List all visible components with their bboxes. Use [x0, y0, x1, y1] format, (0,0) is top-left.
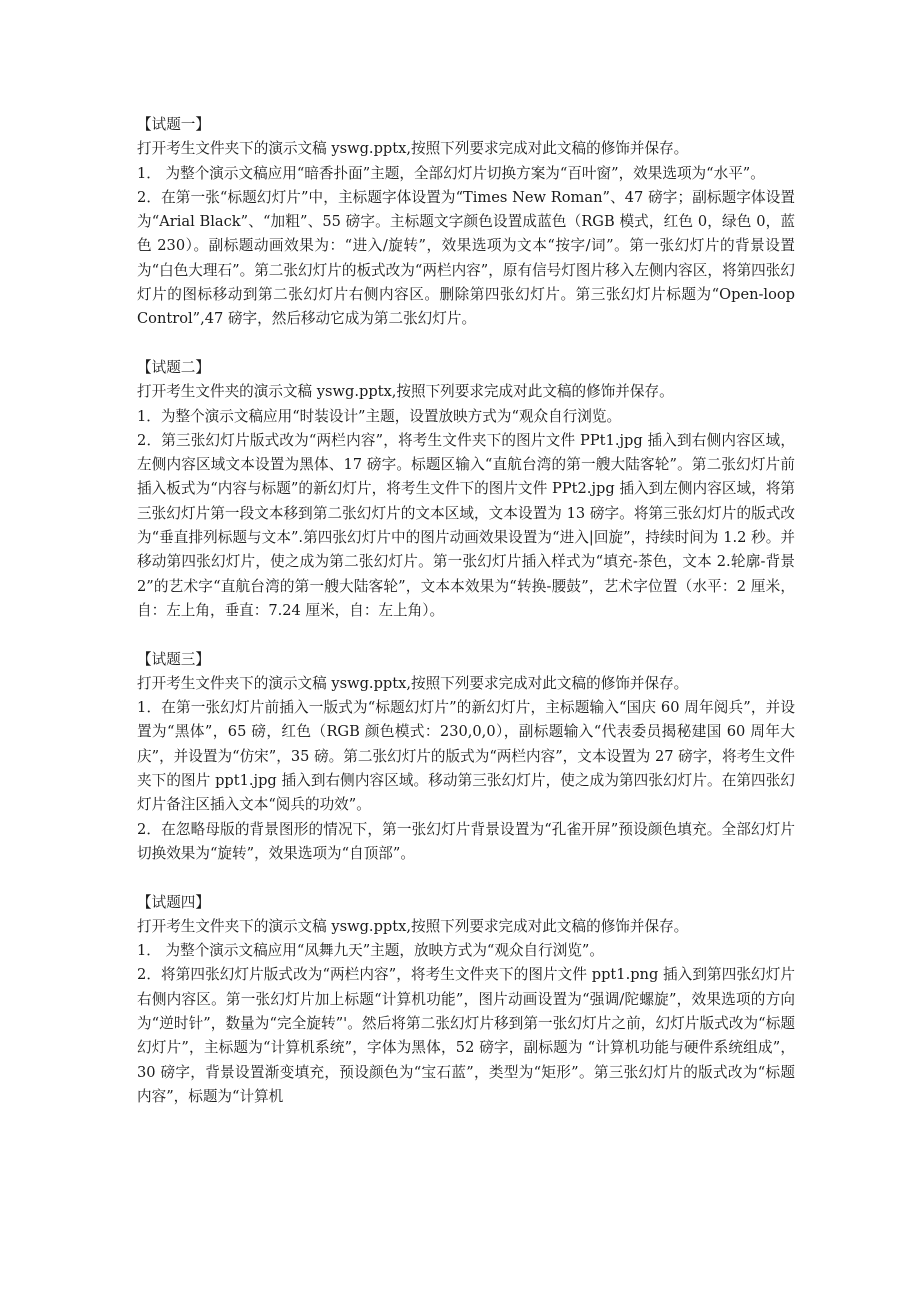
section-heading: 【试题二】 — [137, 358, 210, 376]
document-body — [137, 113, 795, 1133]
paragraph: 2．第三张幻灯片版式改为“两栏内容”，将考生文件夹下的图片文件 PPt1.jpg 插入到右侧内容区域，左侧内容区域文本设置为黑体、17 磅字。标题区输入“直航台湾的第一艘大陆客轮”。第二张幻灯片前插入板式为“内容与标题”的新幻灯片，将考生文件下的图片文件 PPt2.jpg 插入到左侧内容区域，将第三张幻灯片第一段文本移到第二张幻灯片的文本区域，文本设置为 13 磅字。将第三张幻灯片的版式改为“垂直排列标题与文本”.第四张幻灯片中的图片动画效果设置为“进入|回旋”，持续时间为 1.2 秒。并移动第四张幻灯片，使之成为第二张幻灯片。第一张幻灯片插入样式为“填充-茶色，文本 2.轮廓-背景 2”的艺术字“直航台湾的第一艘大陆客轮”，文本本效果为“转换-腰鼓”，艺术字位置（水平：2 厘米，自：左上角，垂直：7.24 厘米，自：左上角）。 — [137, 431, 795, 619]
paragraph: 2．在第一张“标题幻灯片”中，主标题字体设置为“Times New Roman”、47 磅字；副标题字体设置为“Arial Black”、“加粗”、55 磅字。主标题文字颜色设置成蓝色（RGB 模式，红色 0，绿色 0，蓝色 230）。副标题动画效果为：“进入/旋转”，效果选项为文本“按字/词”。第一张幻灯片的背景设置为“白色大理石”。第二张幻灯片的板式改为“两栏内容”，原有信号灯图片移入左侧内容区，将第四张幻灯片的图标移动到第二张幻灯片右侧内容区。删除第四张幻灯片。第三张幻灯片标题为“Open-loop Control”,47 磅字，然后移动它成为第二张幻灯片。 — [137, 188, 795, 328]
question-section-4 — [137, 891, 795, 1110]
question-section-3 — [137, 648, 795, 867]
paragraph: 1．为整个演示文稿应用“时装设计”主题，设置放映方式为“观众自行浏览。 — [137, 407, 622, 425]
section-heading: 【试题一】 — [137, 116, 210, 133]
paragraph: 打开考生文件夹的演示文稿 yswg.pptx,按照下列要求完成对此文稿的修饰并保存。 — [137, 383, 674, 401]
paragraph: 打开考生文件夹下的演示文稿 yswg.pptx,按照下列要求完成对此文稿的修饰并保存。 — [137, 140, 689, 158]
section-heading: 【试题三】 — [137, 650, 210, 668]
paragraph: 打开考生文件夹下的演示文稿 yswg.pptx,按照下列要求完成对此文稿的修饰并保存。 — [137, 917, 689, 935]
section-heading: 【试题四】 — [137, 893, 210, 911]
paragraph: 1． 为整个演示文稿应用“凤舞九天”主题，放映方式为“观众自行浏览”。 — [137, 942, 604, 960]
paragraph: 2．在忽略母版的背景图形的情况下，第一张幻灯片背景设置为“孔雀开屏”预设颜色填充。全部幻灯片切换效果为“旋转”，效果选项为“自顶部”。 — [137, 820, 795, 862]
paragraph: 2．将第四张幻灯片版式改为“两栏内容”，将考生文件夹下的图片文件 ppt1.png 插入到第四张幻灯片右侧内容区。第一张幻灯片加上标题“计算机功能”，图片动画设置为“强调/陀螺旋”，效果选项的方向为“逆时针”，数量为“完全旋转”'。然后将第二张幻灯片移到第一张幻灯片之前，幻灯片版式改为“标题幻灯片”，主标题为“计算机系统”，字体为黑体，52 磅字，副标题为 “计算机功能与硬件系统组成”，30 磅字，背景设置渐变填充，预设颜色为“宝石蓝”，类型为“矩形”。第三张幻灯片的版式改为“标题内容”，标题为“计算机 — [137, 966, 795, 1105]
paragraph: 1． 为整个演示文稿应用“暗香扑面”主题，全部幻灯片切换方案为“百叶窗”，效果选项为“水平”。 — [137, 164, 765, 182]
paragraph: 1．在第一张幻灯片前插入一版式为“标题幻灯片”的新幻灯片，主标题输入“国庆 60 周年阅兵”，并设置为“黑体”，65 磅，红色（RGB 颜色模式：230,0,0），副标题输入“代表委员揭秘建国 60 周年大庆”，并设置为“仿宋”，35 磅。第二张幻灯片的版式为“两栏内容”，文本设置为 27 磅字，将考生文件夹下的图片 ppt1.jpg 插入到右侧内容区域。移动第三张幻灯片，使之成为第四张幻灯片。在第四张幻灯片备注区插入文本“阅兵的功效”。 — [137, 699, 795, 814]
paragraph: 打开考生文件夹下的演示文稿 yswg.pptx,按照下列要求完成对此文稿的修饰并保存。 — [137, 674, 689, 692]
question-section-2 — [137, 356, 795, 623]
question-section-1 — [137, 113, 795, 332]
